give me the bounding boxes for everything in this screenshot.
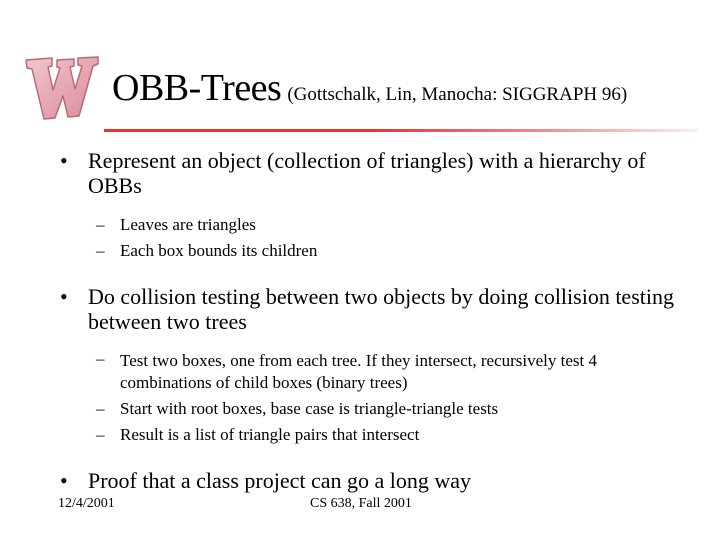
sub-bullet-text: Each box bounds its children bbox=[120, 241, 318, 260]
bullet-mark: • bbox=[60, 284, 68, 309]
sub-bullet-mark: – bbox=[96, 399, 105, 418]
bullet-item bbox=[0, 468, 720, 493]
sub-bullet-mark: – bbox=[96, 425, 105, 444]
sub-bullet-item bbox=[0, 212, 720, 238]
footer-course: CS 638, Fall 2001 bbox=[310, 496, 412, 511]
slide-citation: (Gottschalk, Lin, Manocha: SIGGRAPH 96) bbox=[287, 84, 628, 105]
sub-bullet-item bbox=[0, 348, 720, 396]
bullet-item bbox=[0, 284, 720, 334]
sub-bullet-text: Result is a list of triangle pairs that intersect bbox=[120, 425, 420, 444]
bullet-mark: • bbox=[60, 468, 68, 493]
sub-bullet-list bbox=[0, 348, 720, 448]
sub-bullet-mark: – bbox=[96, 349, 105, 368]
bullet-text: Proof that a class project can go a long way bbox=[88, 468, 472, 493]
title-divider bbox=[104, 129, 698, 132]
sub-bullet-mark: – bbox=[96, 241, 105, 260]
slide-title: OBB-Trees bbox=[112, 67, 282, 109]
slide-body bbox=[0, 148, 720, 493]
sub-bullet-item bbox=[0, 238, 720, 264]
sub-bullet-item bbox=[0, 396, 720, 422]
footer-date: 12/4/2001 bbox=[58, 496, 115, 511]
wisconsin-w-logo-icon bbox=[22, 52, 100, 122]
bullet-text: Represent an object (collection of triangles) with a hierarchy of OBBs bbox=[88, 148, 646, 198]
sub-bullet-text: Start with root boxes, base case is triangle-triangle tests bbox=[120, 399, 499, 418]
sub-bullet-mark: – bbox=[96, 215, 105, 234]
sub-bullet-text: Leaves are triangles bbox=[120, 215, 256, 234]
slide-title-row bbox=[112, 66, 627, 110]
sub-bullet-text: Test two boxes, one from each tree. If they intersect, recursively test 4 combinations of child boxes (binary trees) bbox=[120, 351, 597, 392]
bullet-mark: • bbox=[60, 148, 68, 173]
sub-bullet-list bbox=[0, 212, 720, 264]
bullet-text: Do collision testing between two objects by doing collision testing between two trees bbox=[88, 284, 674, 334]
sub-bullet-item bbox=[0, 422, 720, 448]
bullet-item bbox=[0, 148, 720, 198]
